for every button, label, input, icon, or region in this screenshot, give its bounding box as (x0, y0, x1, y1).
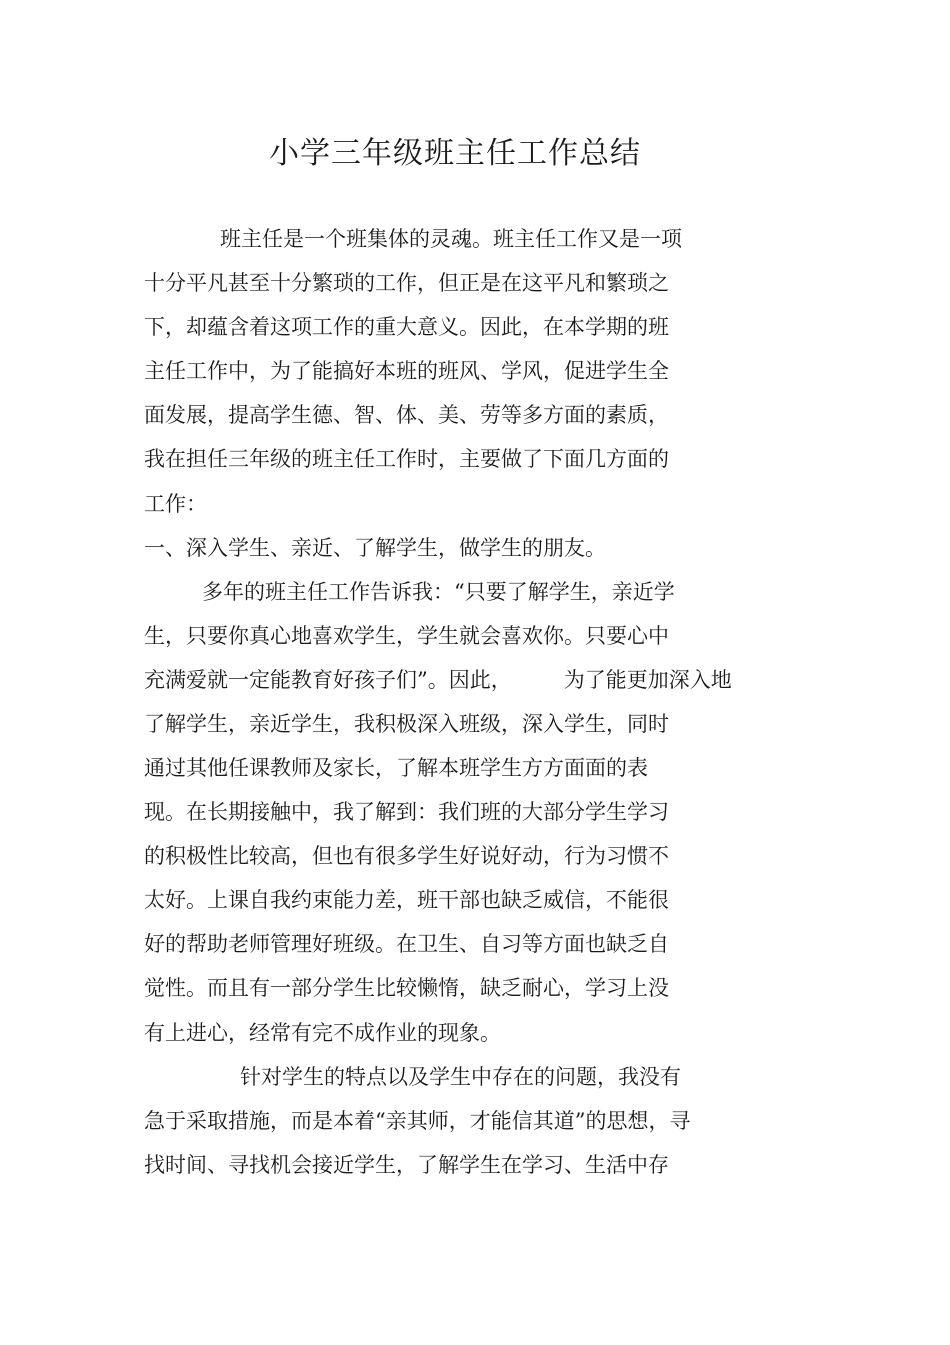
paragraph-line: 工作： (144, 492, 207, 516)
paragraph-line-part: 充满爱就一定能教育好孩子们”。因此， (144, 668, 512, 692)
paragraph-line: 下，却蕴含着这项工作的重大意义。因此，在本学期的班 (144, 315, 669, 339)
paragraph-line: 多年的班主任工作告诉我：“只要了解学生，亲近学 (202, 580, 675, 604)
paragraph-line: 班主任是一个班集体的灵魂。班主任工作又是一项 (220, 227, 682, 251)
paragraph-line: 面发展，提高学生德、智、体、美、劳等多方面的素质， (144, 403, 669, 427)
paragraph-line: 生，只要你真心地喜欢学生，学生就会喜欢你。只要心中 (144, 624, 669, 648)
paragraph-line: 觉性。而且有一部分学生比较懒惰，缺乏耐心，学习上没 (144, 976, 669, 1000)
paragraph-line: 的积极性比较高，但也有很多学生好说好动，行为习惯不 (144, 844, 669, 868)
section-heading: 一、深入学生、亲近、了解学生，做学生的朋友。 (144, 536, 606, 560)
paragraph-line: 有上进心，经常有完不成作业的现象。 (144, 1021, 501, 1045)
paragraph-line: 现。在长期接触中，我了解到：我们班的大部分学生学习 (144, 800, 669, 824)
paragraph-line: 通过其他任课教师及家长，了解本班学生方方面面的表 (144, 756, 648, 780)
paragraph-line: 我在担任三年级的班主任工作时，主要做了下面几方面的 (144, 447, 669, 471)
paragraph-line-part: 为了能更加深入地 (563, 668, 732, 692)
paragraph-line: 了解学生，亲近学生，我积极深入班级，深入学生，同时 (144, 712, 669, 736)
paragraph-line: 十分平凡甚至十分繁琐的工作，但正是在这平凡和繁琐之 (144, 271, 669, 295)
paragraph-line: 急于采取措施，而是本着“亲其师，才能信其道”的思想，寻 (144, 1109, 691, 1133)
document-title: 小学三年级班主任工作总结 (269, 136, 641, 171)
paragraph-line: 找时间、寻找机会接近学生，了解学生在学习、生活中存 (144, 1153, 669, 1177)
paragraph-line: 针对学生的特点以及学生中存在的问题，我没有 (240, 1065, 681, 1089)
paragraph-line: 主任工作中，为了能搞好本班的班风、学风，促进学生全 (144, 359, 669, 383)
paragraph-line: 好的帮助老师管理好班级。在卫生、自习等方面也缺乏自 (144, 932, 669, 956)
paragraph-line-split (144, 662, 732, 698)
paragraph-line: 太好。上课自我约束能力差，班干部也缺乏威信，不能很 (144, 888, 669, 912)
